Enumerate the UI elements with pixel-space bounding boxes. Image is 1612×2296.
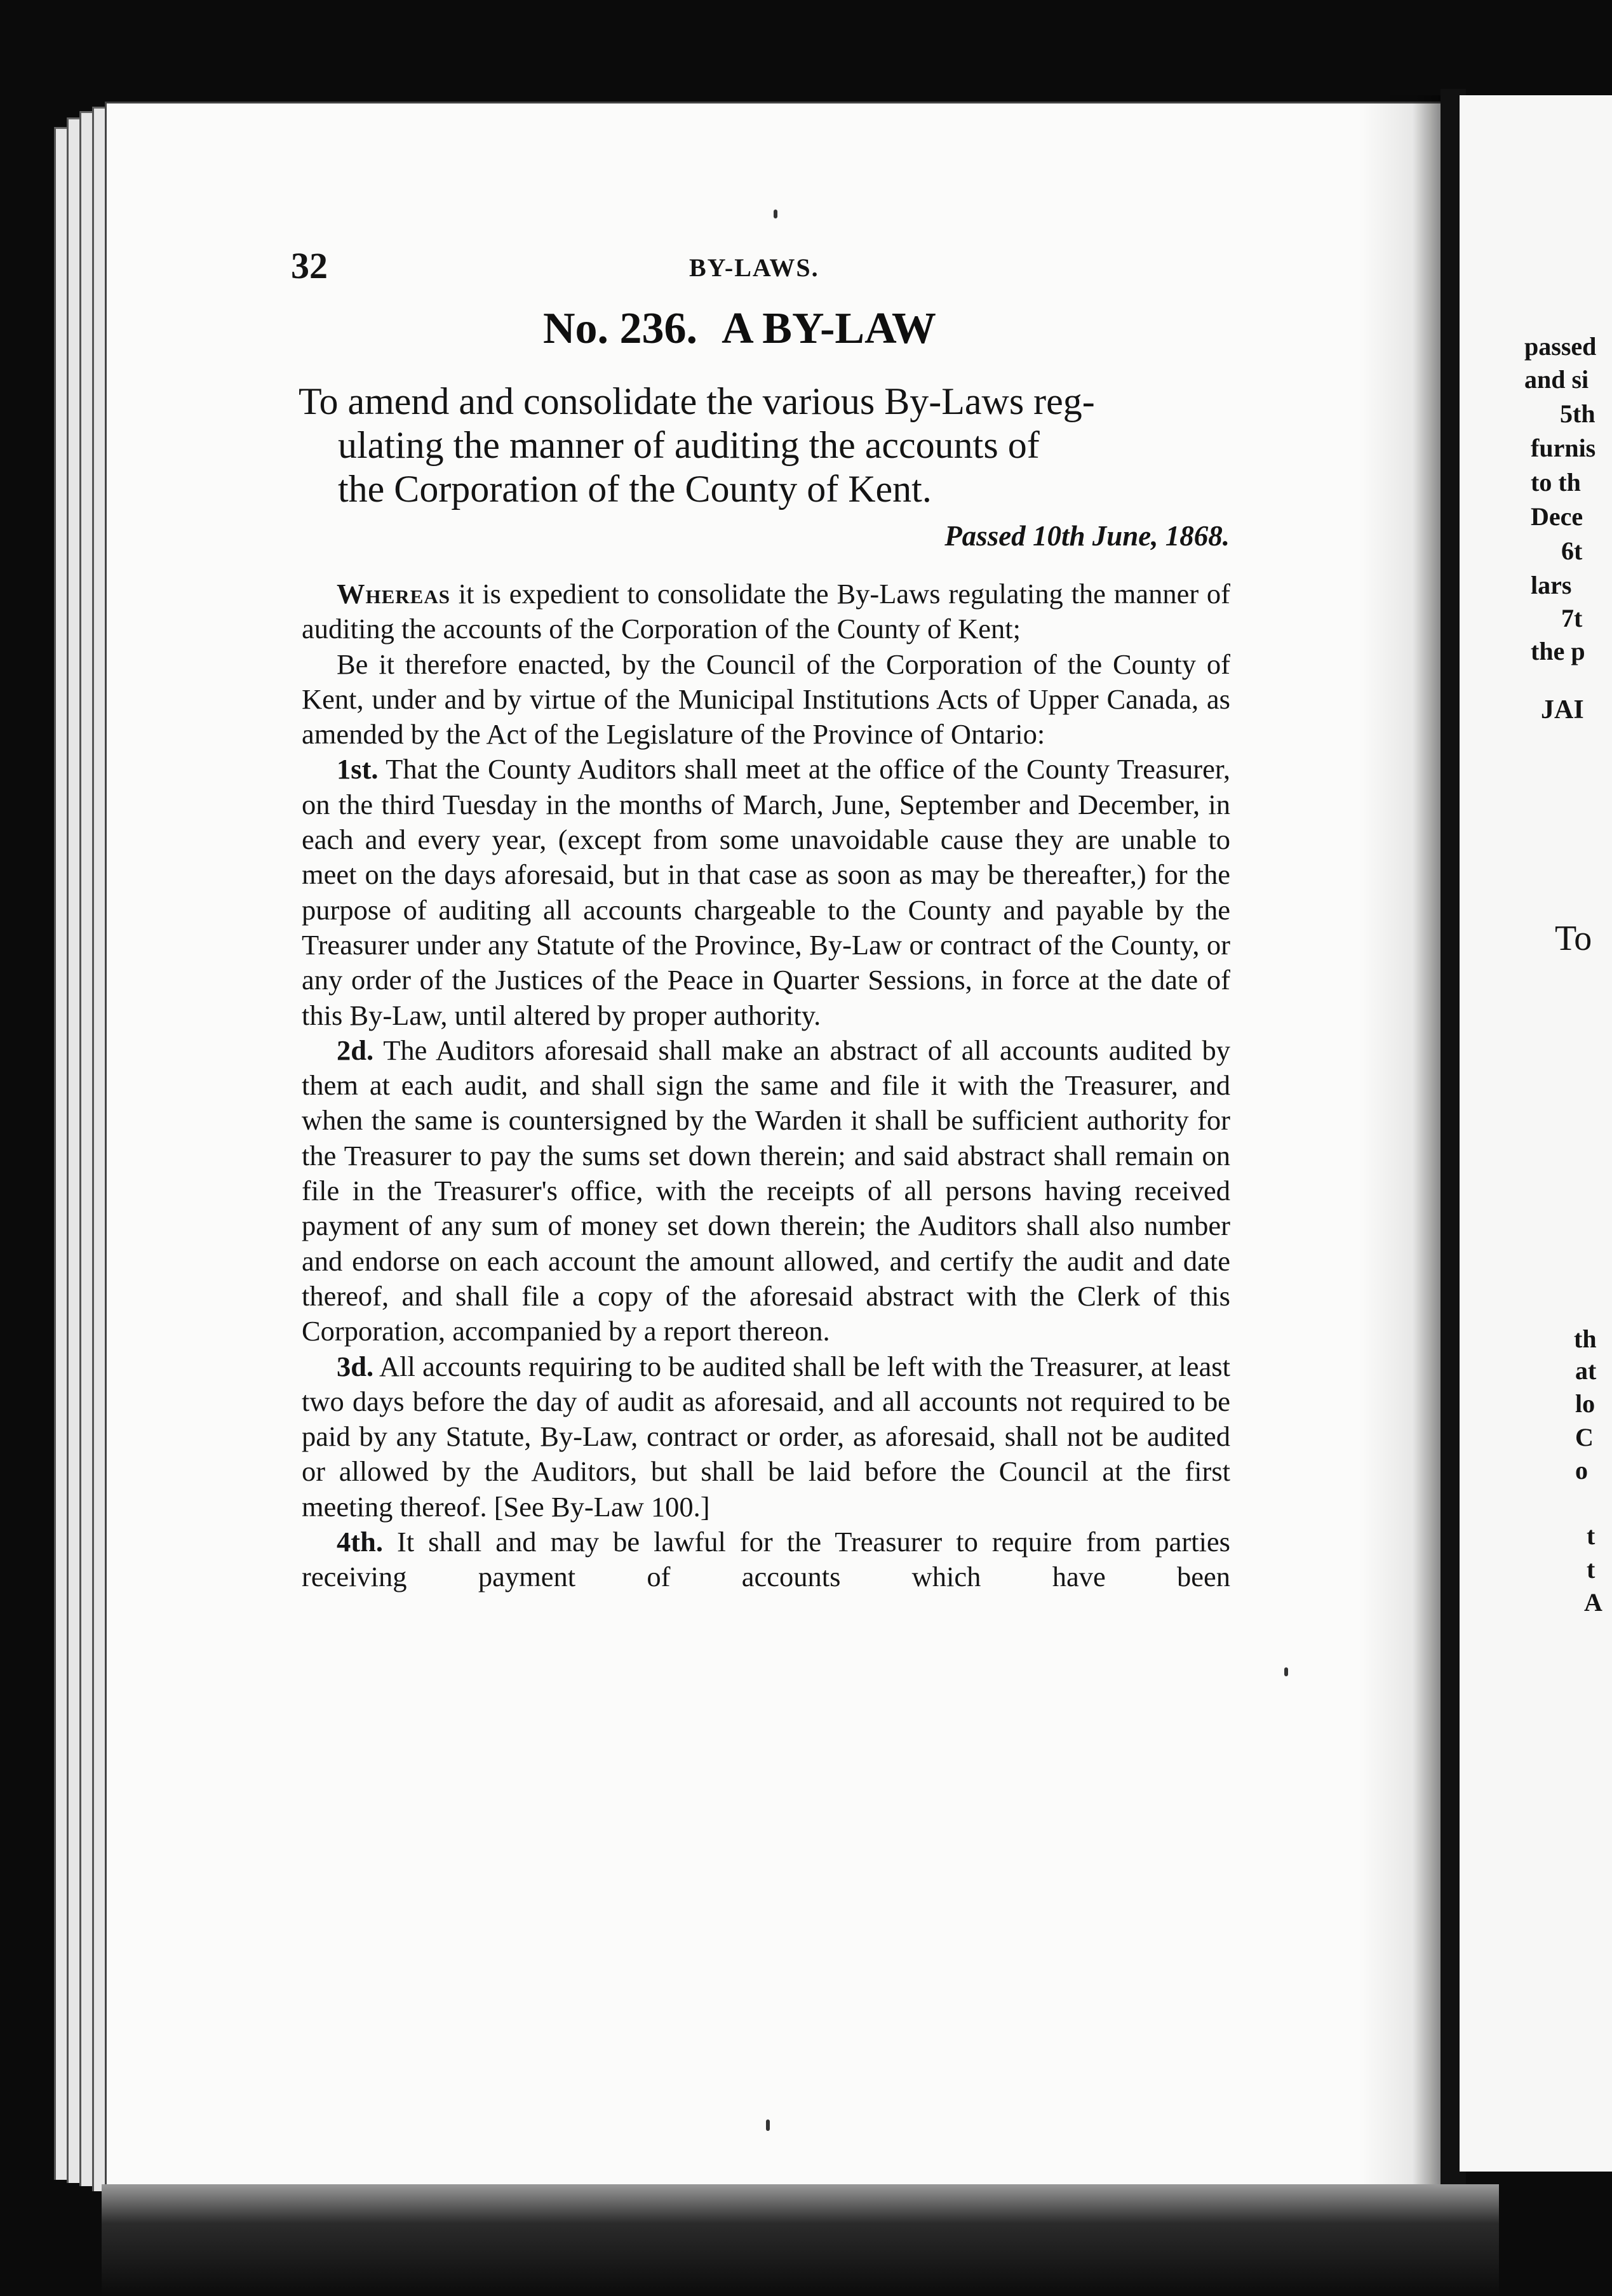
running-head: BY-LAWS. (689, 253, 819, 282)
binding-shadow (1359, 95, 1448, 2203)
facing-page-line: 7t (1561, 604, 1583, 632)
whereas-lead: Whereas (337, 578, 450, 610)
passed-label: Passed (944, 520, 1026, 552)
bylaw-number: No. 236. (543, 304, 698, 353)
facing-page-line: To (1555, 919, 1592, 958)
facing-page (1460, 95, 1612, 2172)
ink-speck (1284, 1667, 1288, 1676)
ink-speck (774, 210, 777, 218)
facing-page-line: and si (1524, 365, 1589, 394)
ink-speck (766, 2119, 770, 2131)
section-text: All accounts requiring to be audited shall be left with the Treasurer, at least two days before the day of audit as aforesaid, and all accounts not required to be paid by any Statute, By-Law, contract or order, as aforesaid, shall not be audited or allowed by the Auditors, but shall be laid before the Council at the first meeting thereof. [See By-Law 100.] (302, 1350, 1230, 1523)
facing-page-line: t (1587, 1521, 1595, 1550)
bylaw-title (543, 304, 936, 354)
facing-page-line: A (1584, 1588, 1602, 1617)
facing-page-line: 5th (1560, 399, 1595, 428)
purpose-line: the Corporation of the County of Kent. (338, 468, 932, 510)
bylaw-purpose (299, 380, 1232, 511)
section-mark: 4th. (337, 1526, 383, 1558)
bylaw-heading: A BY-LAW (722, 304, 936, 353)
section-mark: 2d. (337, 1034, 374, 1066)
section-paragraph (302, 1349, 1230, 1525)
facing-page-line: t (1587, 1555, 1595, 1584)
page-number: 32 (291, 245, 328, 286)
section-mark: 3d. (337, 1350, 374, 1382)
passed-date (944, 519, 1230, 552)
section-text: The Auditors aforesaid shall make an abstract of all accounts audited by them at each audit, and shall sign the same and file it with the Treasurer, and when the same is countersigned by the Warden it shall be sufficient authority for the Treasurer to pay the sums set down therein; and said abstract shall remain on file in the Treasurer's office, with the receipts of all persons having received payment of any sum of money set down therein; the Auditors shall also number and endorse on each account the amount allowed, and certify the audit and date thereof, and shall file a copy of the aforesaid abstract with the Clerk of this Corporation, accompanied by a report thereon. (302, 1034, 1230, 1347)
facing-page-line: the p (1531, 637, 1585, 665)
bylaw-body (302, 577, 1230, 1595)
purpose-line: To amend and consolidate the various By-Laws reg- (299, 380, 1095, 422)
enacting-clause: Be it therefore enacted, by the Council of the Corporation of the County of Kent, under and by virtue of the Municipal Institutions Acts of Upper Canada, as amended by the Act of the Legislature of the Province of Ontario: (302, 648, 1230, 751)
bottom-shadow (102, 2184, 1499, 2296)
section-paragraph (302, 752, 1230, 1032)
section-text: That the County Auditors shall meet at the office of the County Treasurer, on the third Tuesday in the months of March, June, September and December, in each and every year, (except from some unavoidable cause they are unable to meet on the days aforesaid, but in that case as soon as may be thereafter,) for the purpose of auditing all accounts chargeable to the County and payable by the Treasurer under any Statute of the Province, By-Law or contract of the County, or any order of the Justices of the Peace in Quarter Sessions, in force at the date of this By-Law, until altered by proper authority. (302, 753, 1230, 1031)
passed-date-value: 10th June, 1868. (1032, 520, 1230, 552)
facing-page-line: to th (1531, 468, 1581, 497)
section-paragraph (302, 1033, 1230, 1349)
facing-page-line: Dece (1531, 502, 1583, 531)
facing-page-line: JAI (1541, 695, 1584, 724)
facing-page-line: at (1575, 1356, 1597, 1385)
facing-page-line: furnis (1531, 434, 1596, 462)
facing-page-line: lars (1531, 571, 1572, 599)
facing-page-line: passed (1524, 332, 1597, 361)
section-mark: 1st. (337, 753, 379, 785)
whereas-text: it is expedient to consolidate the By-Laws regulating the manner of auditing the accounts of the Corporation of the County of Kent; (302, 578, 1230, 645)
whereas-paragraph (302, 577, 1230, 647)
facing-page-line: th (1574, 1325, 1597, 1353)
section-paragraph (302, 1525, 1230, 1595)
section-text: It shall and may be lawful for the Treasurer to require from parties receiving payment of accounts which have been (302, 1526, 1230, 1593)
facing-page-line: C (1575, 1423, 1594, 1452)
facing-page-line: lo (1575, 1389, 1595, 1418)
facing-page-line: o (1575, 1456, 1588, 1485)
purpose-line: ulating the manner of auditing the accounts of (338, 424, 1040, 466)
facing-page-line: 6t (1561, 537, 1583, 565)
